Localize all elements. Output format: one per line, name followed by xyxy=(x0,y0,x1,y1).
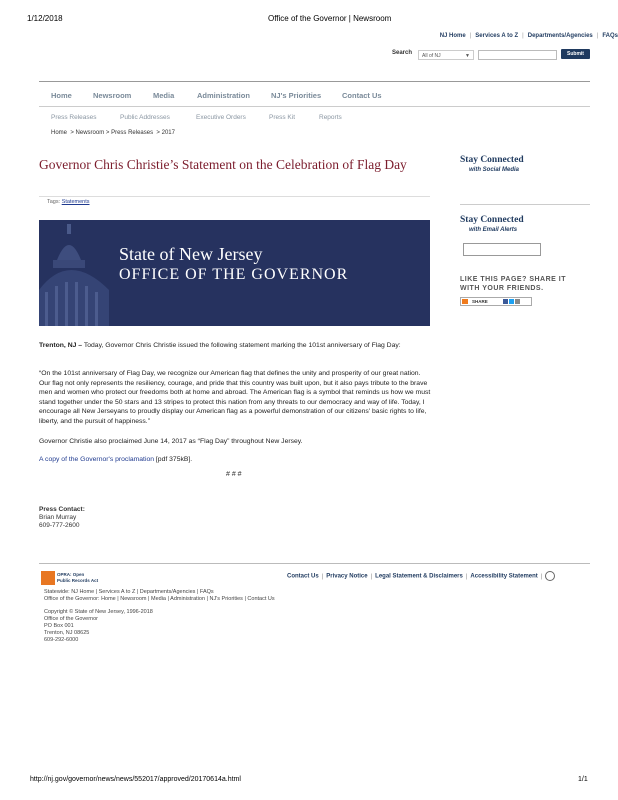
nav-priorities[interactable]: NJ's Priorities xyxy=(271,91,322,100)
email-title: Stay Connected xyxy=(460,215,524,225)
email-subtitle: with Email Alerts xyxy=(469,227,518,233)
chevron-down-icon: ▼ xyxy=(465,53,470,59)
press-contact-label: Press Contact: xyxy=(39,506,85,513)
search-scope-value: All of NJ xyxy=(422,53,441,59)
tags-label: Tags: xyxy=(47,199,61,205)
end-marker: # # # xyxy=(226,471,242,478)
press-contact-phone: 609-777-2600 xyxy=(39,522,80,529)
footer-addr3: Trenton, NJ 08625 xyxy=(44,630,90,636)
lead-text: Today, Governor Chris Christie issued the following statement marking the 101st anniversary of Flag Day: xyxy=(82,342,401,349)
nav-bottom-rule xyxy=(39,106,590,107)
footer-addr2: PO Box 001 xyxy=(44,623,74,629)
email-input[interactable] xyxy=(463,243,541,256)
opra-logo[interactable] xyxy=(41,571,99,585)
search-input[interactable] xyxy=(478,50,557,60)
nav-newsroom[interactable]: Newsroom xyxy=(93,91,132,100)
footer-statewide: Statewide: NJ Home | Services A to Z | Departments/Agencies | FAQs xyxy=(44,589,214,595)
footer-privacy-link[interactable]: Privacy Notice xyxy=(326,573,368,580)
footer-addr4: 609-292-6000 xyxy=(44,637,79,643)
social-subtitle: with Social Media xyxy=(469,167,520,173)
top-link-faqs[interactable]: FAQs xyxy=(602,33,618,39)
press-contact-name: Brian Murray xyxy=(39,514,77,521)
tags xyxy=(47,199,90,205)
footer-contact-link[interactable]: Contact Us xyxy=(287,573,319,580)
press-contact xyxy=(39,506,85,530)
article-quote: “On the 101st anniversary of Flag Day, we recognize our American flag that defines the unity and prosperity of our great nation. Our flag not only represents the resiliency, courage, and pride that this country was built upon, but it also pays tribute to the brave men and women who protect our freedoms both at home and abroad. The American flag is a symbol that reminds us how we must stand together under the 50 stars and 13 stripes to protect this nation from any threats to our democracy and way of life. Today, I encourage all New Jerseyans to proudly display our American flag as a powerful demonstration of our citizens' basic rights to life, liberty, and the pursuit of happiness.” xyxy=(39,370,431,425)
subnav-executive-orders[interactable]: Executive Orders xyxy=(196,114,246,121)
breadcrumb-home[interactable]: Home xyxy=(51,130,68,136)
nav-contact[interactable]: Contact Us xyxy=(342,91,382,100)
search-submit-button[interactable]: Submit xyxy=(561,49,590,59)
nav-administration[interactable]: Administration xyxy=(197,91,250,100)
article-proclaim: Governor Christie also proclaimed June 14, 2017 as “Flag Day” throughout New Jersey. xyxy=(39,438,303,445)
share-label: SHARE xyxy=(472,299,488,304)
top-link-departments[interactable]: Departments/Agencies xyxy=(527,33,593,39)
footer-office-links: Office of the Governor: Home | Newsroom | Media | Administration | NJ's Priorities | Contact Us xyxy=(44,596,275,602)
proclamation-link[interactable]: A copy of the Governor's proclamation xyxy=(39,456,155,463)
print-doc-title: Office of the Governor | Newsroom xyxy=(268,14,392,23)
top-links: NJ Home | Services A to Z | Departments/Agencies | FAQs xyxy=(439,33,618,39)
proclamation-line xyxy=(39,455,431,465)
header-banner xyxy=(39,220,430,326)
dateline: Trenton, NJ – xyxy=(39,342,83,349)
breadcrumb: Home > Newsroom > Press Releases > 2017 xyxy=(51,130,175,136)
footer-accessibility-link[interactable]: Accessibility Statement xyxy=(470,573,538,580)
subnav-press-releases[interactable]: Press Releases xyxy=(51,114,97,121)
nav-top-rule xyxy=(39,81,590,82)
sidebar-rule xyxy=(460,204,590,205)
print-url: http://nj.gov/governor/news/news/552017/approved/20170614a.html xyxy=(30,776,241,783)
share-button[interactable] xyxy=(460,297,532,306)
tag-statements-link[interactable]: Statements xyxy=(61,199,90,205)
footer-links: Contact Us | Privacy Notice | Legal Statement & Disclaimers | Accessibility Statement | xyxy=(287,571,555,581)
twitter-icon xyxy=(509,299,514,304)
top-link-nj-home[interactable]: NJ Home xyxy=(439,33,466,39)
share-icon xyxy=(462,299,468,304)
proclamation-size: [pdf 375kB]. xyxy=(154,456,193,463)
nav-home[interactable]: Home xyxy=(51,91,72,100)
article-lead xyxy=(39,341,431,351)
footer-copyright: Copyright © State of New Jersey, 1996-2018 xyxy=(44,609,153,615)
footer-addr1: Office of the Governor xyxy=(44,616,99,622)
banner-state-text: State of New Jersey xyxy=(119,244,263,264)
banner-office-text: OFFICE OF THE GOVERNOR xyxy=(119,266,349,283)
footer-rule xyxy=(39,563,590,564)
share-prompt xyxy=(460,275,566,293)
print-page-number: 1/1 xyxy=(578,776,588,783)
opra-line1: OPRA: Open xyxy=(57,572,85,577)
opra-icon xyxy=(41,571,55,585)
accessibility-icon[interactable] xyxy=(545,571,555,581)
search-scope-select[interactable] xyxy=(418,50,474,60)
breadcrumb-newsroom[interactable]: Newsroom xyxy=(75,130,105,136)
top-link-services[interactable]: Services A to Z xyxy=(475,33,519,39)
print-date: 1/12/2018 xyxy=(27,14,63,23)
breadcrumb-year[interactable]: 2017 xyxy=(161,130,175,136)
footer-legal-link[interactable]: Legal Statement & Disclaimers xyxy=(375,573,463,580)
share-prompt-line1: LIKE THIS PAGE? SHARE IT xyxy=(460,276,566,283)
breadcrumb-press-releases[interactable]: Press Releases xyxy=(111,130,154,136)
search-label: Search xyxy=(392,50,413,56)
nav-media[interactable]: Media xyxy=(153,91,175,100)
opra-line2: Public Records Act xyxy=(57,577,99,583)
social-title: Stay Connected xyxy=(460,155,524,165)
subnav-press-kit[interactable]: Press Kit xyxy=(269,114,296,121)
page-title: Governor Chris Christie’s Statement on the Celebration of Flag Day xyxy=(39,157,407,172)
subnav-reports[interactable]: Reports xyxy=(319,114,342,121)
share-prompt-line2: WITH YOUR FRIENDS. xyxy=(460,285,544,292)
title-rule xyxy=(39,196,430,197)
email-icon xyxy=(515,299,520,304)
facebook-icon xyxy=(503,299,508,304)
subnav-public-addresses[interactable]: Public Addresses xyxy=(120,114,170,121)
